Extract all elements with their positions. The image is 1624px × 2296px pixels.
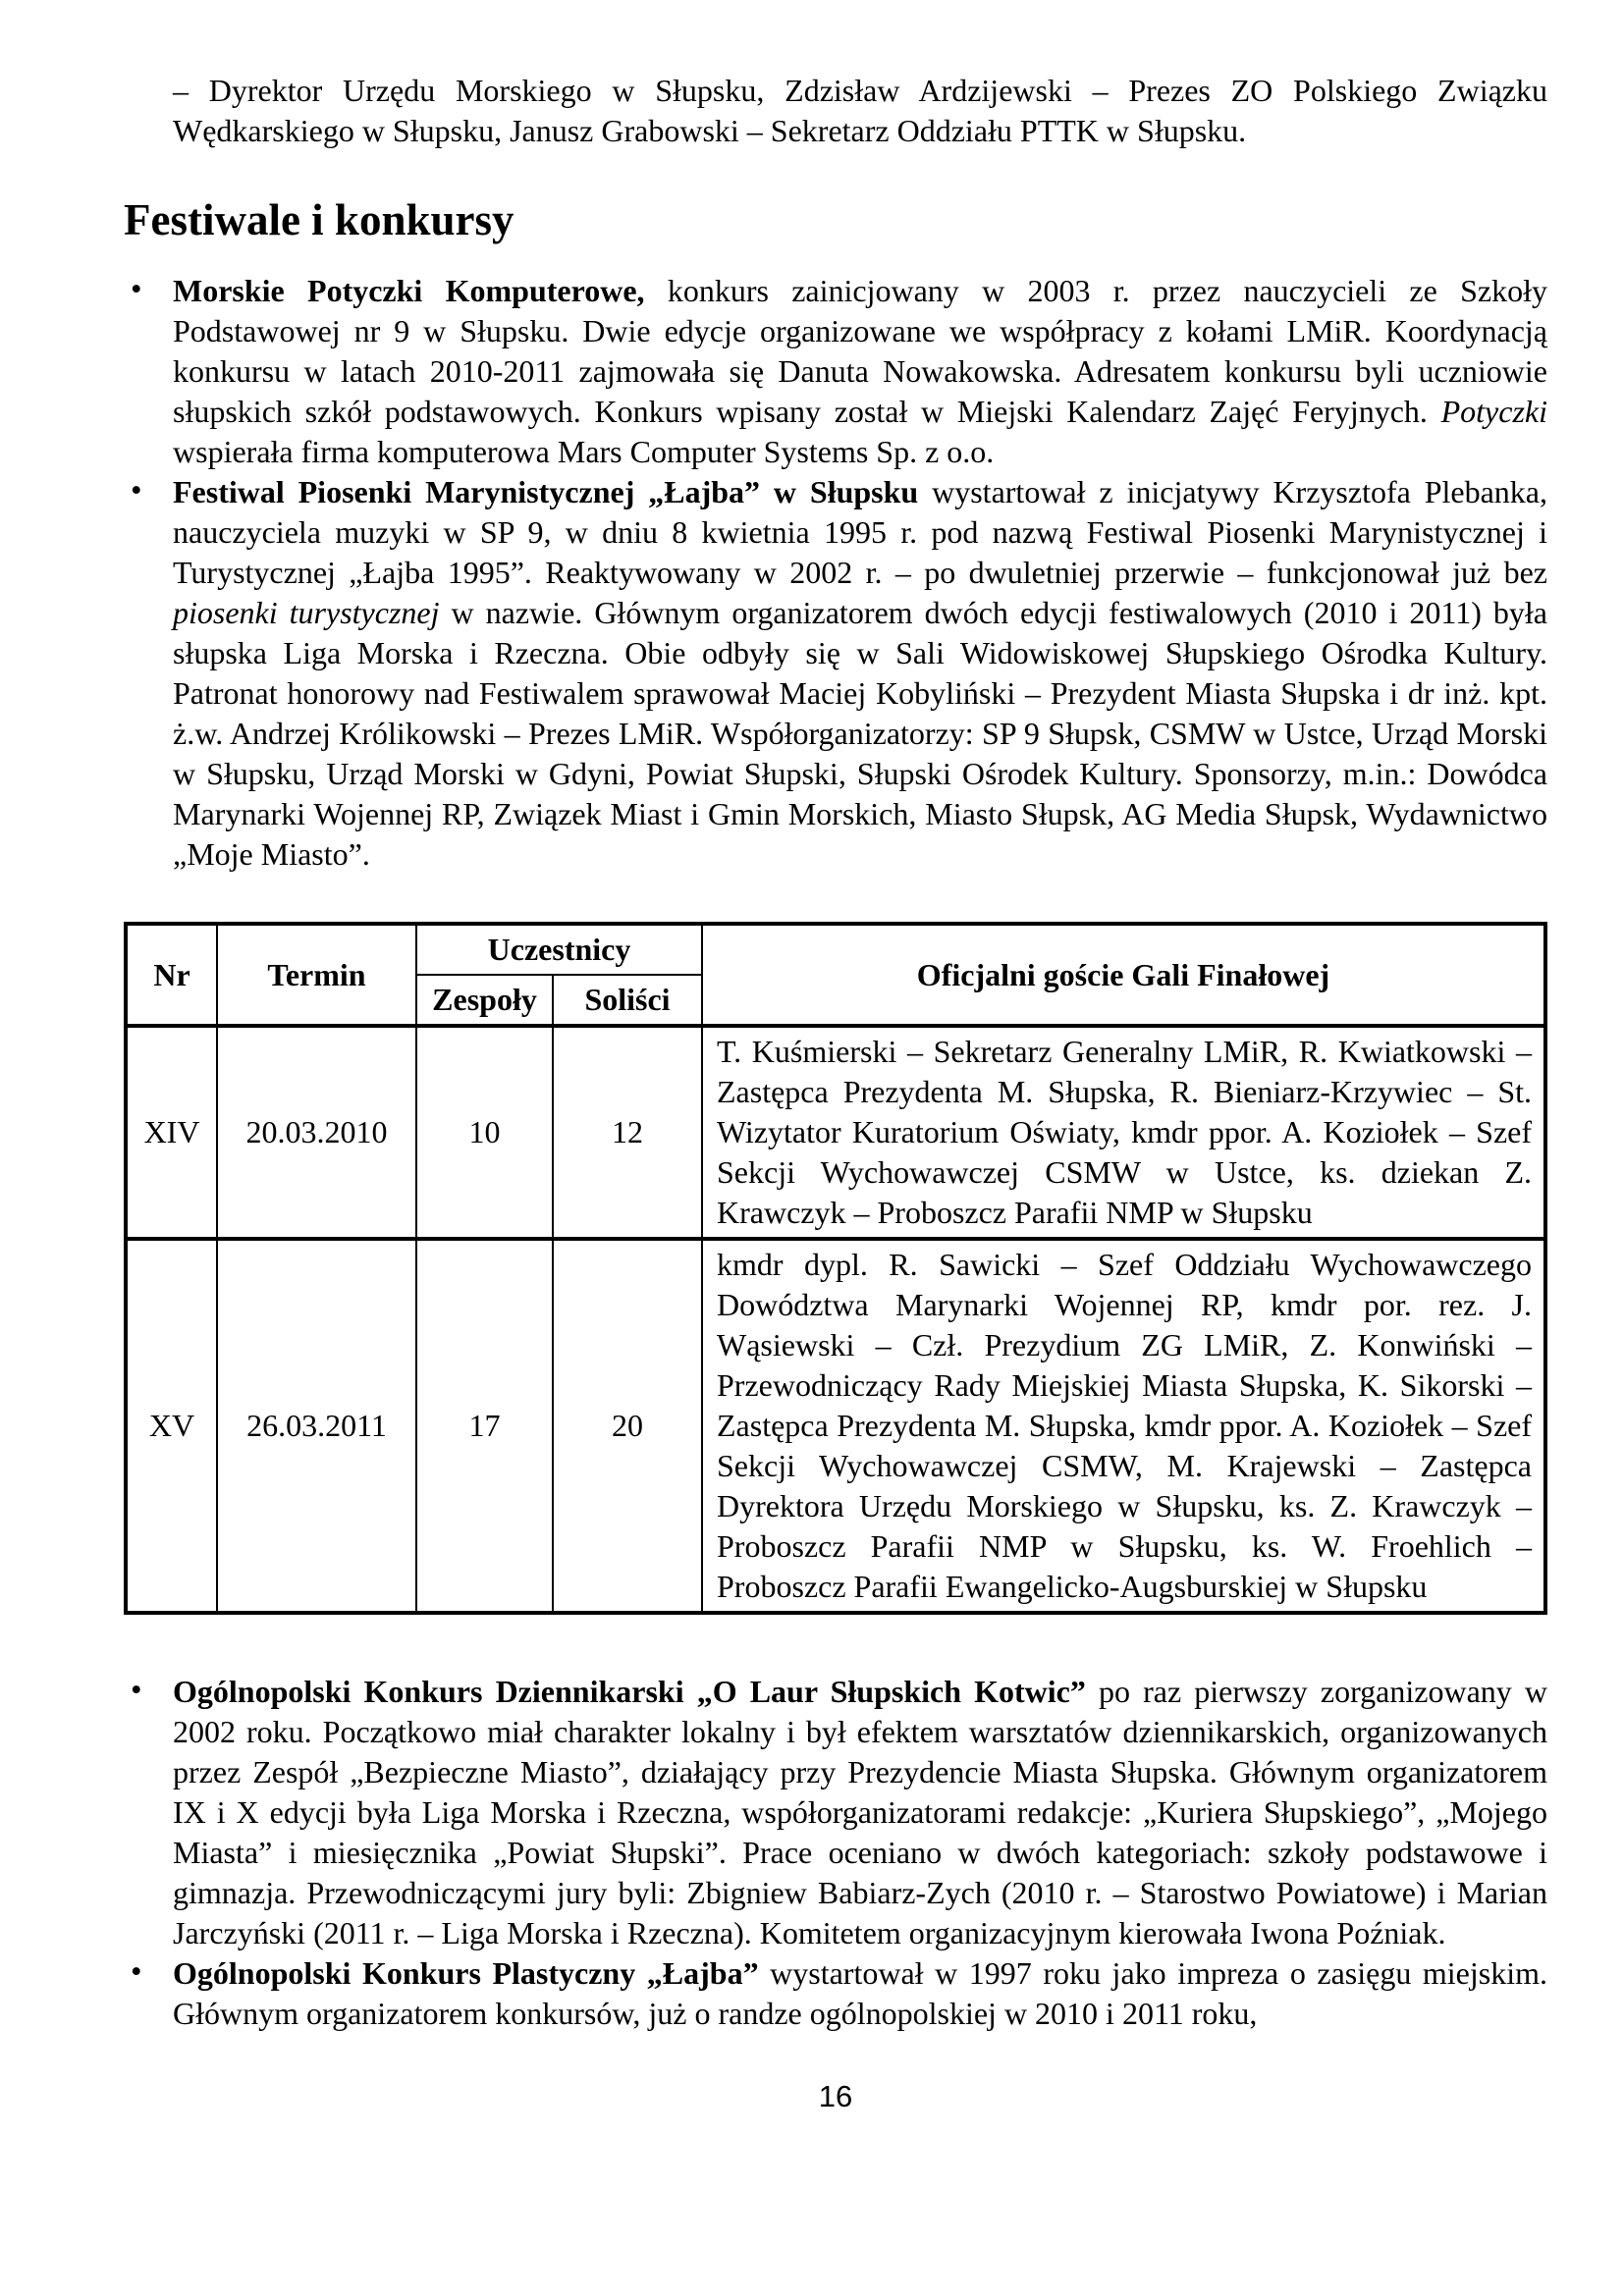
cell-zespoly: 17 [416,1239,553,1613]
bullet-marker-icon: • [131,473,142,508]
bullet-marker-icon: • [131,1673,142,1708]
col-header-uczestnicy: Uczestnicy [416,924,702,975]
cell-solisci: 20 [553,1239,702,1613]
col-header-solisci: Soliści [553,975,702,1026]
cell-termin: 20.03.2010 [217,1026,416,1239]
cell-goscie: T. Kuśmierski – Sekretarz Generalny LMiR, R. Kwiatkowski – Zastępca Prezydenta M. Słupska, R. Bieniarz-Krzywiec – St. Wizytator Kuratorium Oświaty, kmdr ppor. A. Koziołek – Szef Sekcji Wychowawczej CSMW w Ustce, ks. dziekan Z. Krawczyk – Proboszcz Parafii NMP w Słupsku [702,1026,1545,1239]
text-run-normal: konkurs zainicjowany w 2003 r. przez nauczycieli ze Szkoły Podstawowej nr 9 w Słupsku. Dwie edycje organizowane we współpracy z kołami LMiR. Koordynacją konkursu w latach 2010-2011 zajmowała się Danuta Nowakowska. Adresatem konkursu byli uczniowie słupskich szkół podstawowych. Konkurs wpisany został w Miejski Kalendarz Zajęć Feryjnych. [173,273,1548,429]
intro-paragraph: – Dyrektor Urzędu Morskiego w Słupsku, Zdzisław Ardzijewski – Prezes ZO Polskiego Związku Wędkarskiego w Słupsku, Janusz Grabowski – Sekretarz Oddziału PTTK w Słupsku. [173,73,1547,148]
festival-editions-table [124,922,1547,1615]
text-run-normal: w nazwie. Głównym organizatorem dwóch edycji festiwalowych (2010 i 2011) była słupska Liga Morska i Rzeczna. Obie odbyły się w Sali Widowiskowej Słupskiego Ośrodka Kultury. Patronat honorowy nad Festiwalem sprawował Maciej Kobyliński – Prezydent Miasta Słupska i dr inż. kpt. ż.w. Andrzej Królikowski – Prezes LMiR. Współorganizatorzy: SP 9 Słupsk, CSMW w Ustce, Urząd Morski w Słupsku, Urząd Morski w Gdyni, Powiat Słupski, Słupski Ośrodek Kultury. Sponsorzy, m.in.: Dowódca Marynarki Wojennej RP, Związek Miast i Gmin Morskich, Miasto Słupsk, AG Media Słupsk, Wydawnictwo „Moje Miasto”. [173,595,1548,872]
cell-goscie: kmdr dypl. R. Sawicki – Szef Oddziału Wychowawczego Dowództwa Marynarki Wojennej RP, kmdr por. rez. J. Wąsiewski – Czł. Prezydium ZG LMiR, Z. Konwiński – Przewodniczący Rady Miejskiej Miasta Słupska, K. Sikorski – Zastępca Prezydenta M. Słupska, kmdr ppor. A. Koziołek – Szef Sekcji Wychowawczej CSMW, M. Krajewski – Zastępca Dyrektora Urzędu Morskiego w Słupsku, ks. Z. Krawczyk – Proboszcz Parafii NMP w Słupsku, ks. W. Froehlich – Proboszcz Parafii Ewangelicko-Augsburskiej w Słupsku [702,1239,1545,1613]
text-run-bold: Ogólnopolski Konkurs Plastyczny „Łajba” [173,1955,759,1991]
text-run-normal: po raz pierwszy zorganizowany w 2002 roku. Początkowo miał charakter lokalny i był efektem warsztatów dziennikarskich, organizowanych przez Zespół „Bezpieczne Miasto”, działający przy Prezydencie Miasta Słupska. Głównym organizatorem IX i X edycji była Liga Morska i Rzeczna, współorganizatorami redakcje: „Kuriera Słupskiego”, „Mojego Miasta” i miesięcznika „Powiat Słupski”. Prace oceniano w dwóch kategoriach: szkoły podstawowe i gimnazja. Przewodniczącymi jury byli: Zbigniew Babiarz-Zych (2010 r. – Starostwo Powiatowe) i Marian Jarczyński (2011 r. – Liga Morska i Rzeczna). Komitetem organizacyjnym kierowała Iwona Poźniak. [173,1674,1548,1950]
table-body [126,1026,1545,1613]
text-run-normal: wystartował z inicjatywy Krzysztofa Plebanka, nauczyciela muzyki w SP 9, w dniu 8 kwietnia 1995 r. pod nazwą Festiwal Piosenki Marynistycznej i Turystycznej „Łajba 1995”. Reaktywowany w 2002 r. – po dwuletniej przerwie – funkcjonował już bez [173,474,1548,590]
table-row [126,1026,1545,1239]
section-heading: Festiwale i konkursy [124,195,514,244]
col-header-zespoly: Zespoły [416,975,553,1026]
text-run-italic: piosenki turystycznej [173,595,440,630]
text-run-bold: Festiwal Piosenki Marynistycznej „Łajba” w Słupsku [173,474,919,509]
col-header-nr: Nr [126,924,217,1026]
bullet-item [124,1953,1547,2034]
cell-zespoly: 10 [416,1026,553,1239]
bullet-item [124,1672,1547,1953]
bullet-list-bottom [124,1672,1547,2034]
bullet-marker-icon: • [131,272,142,307]
text-run-normal: wspierała firma komputerowa Mars Computer Systems Sp. z o.o. [173,434,995,469]
text-run-bold: Morskie Potyczki Komputerowe, [173,273,645,308]
cell-solisci: 12 [553,1026,702,1239]
col-header-goscie: Oficjalni goście Gali Finałowej [702,924,1545,1026]
table-header [126,924,1545,1026]
bullet-item [124,472,1547,875]
text-run-italic: Potyczki [1440,394,1547,429]
text-run-normal: wystartował w 1997 roku jako impreza o zasięgu miejskim. Głównym organizatorem konkursów, już o randze ogólnopolskiej w 2010 i 2011 roku, [173,1955,1548,2031]
page-number: 16 [818,2079,853,2113]
cell-termin: 26.03.2011 [217,1239,416,1613]
bullet-list-top [124,271,1547,875]
bullet-marker-icon: • [131,1954,142,1990]
text-run-bold: Ogólnopolski Konkurs Dziennikarski „O Laur Słupskich Kotwic” [173,1674,1086,1709]
text-column [0,71,1624,2114]
col-header-termin: Termin [217,924,416,1026]
table-row [126,1239,1545,1613]
cell-nr: XV [126,1239,217,1613]
cell-nr: XIV [126,1026,217,1239]
bullet-item [124,271,1547,472]
